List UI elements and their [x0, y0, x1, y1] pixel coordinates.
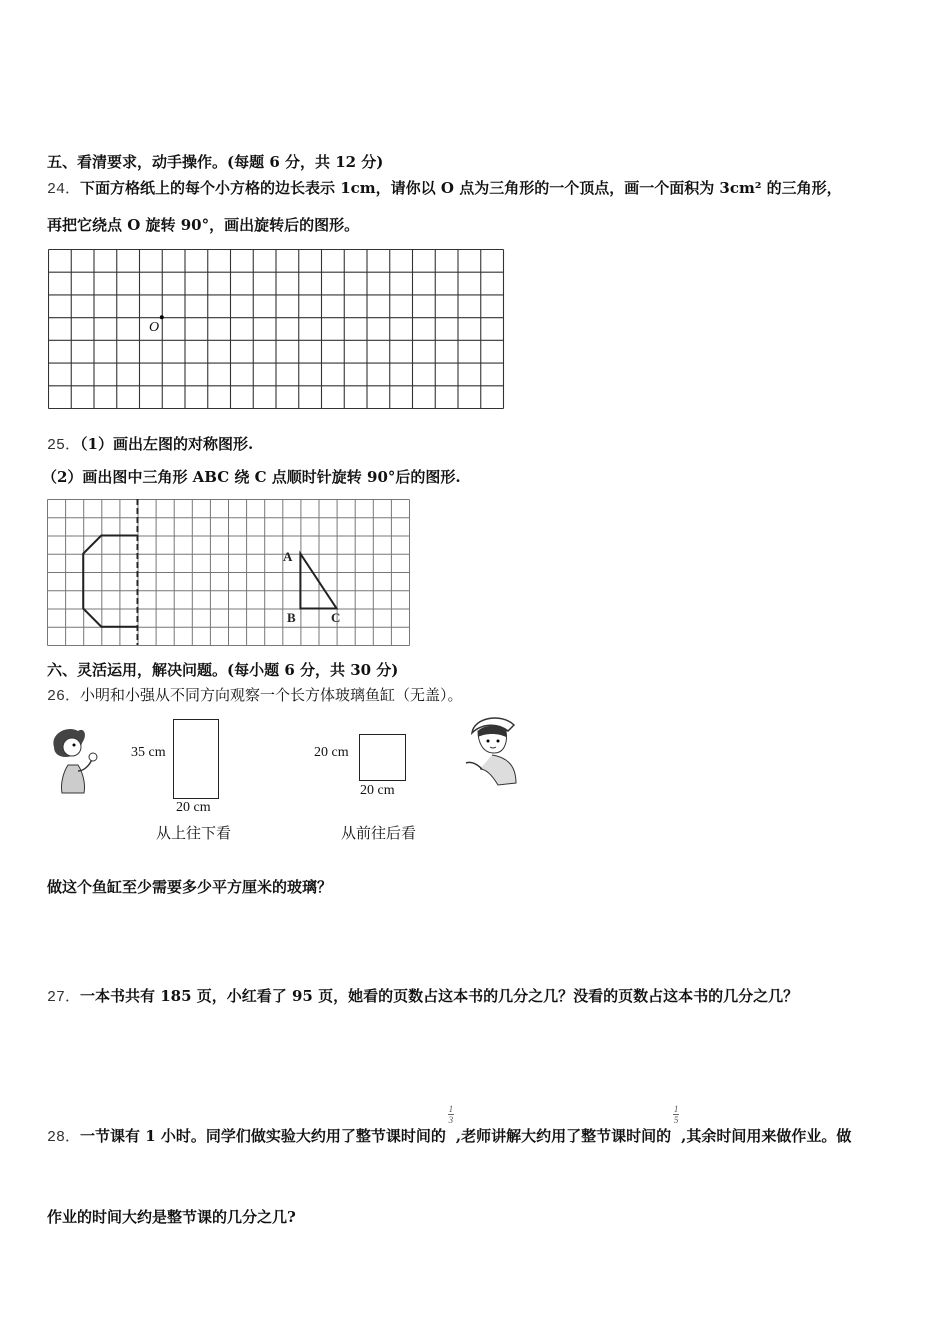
q25-grid	[47, 499, 411, 647]
q26-line	[47, 684, 463, 705]
q27-text: 一本书共有 185 页，小红看了 95 页，她看的页数占这本书的几分之几？没看的页数占这本书的几分之几？	[80, 987, 799, 1005]
view1-rectangle	[173, 719, 219, 799]
view2-width-label: 20 cm	[360, 783, 395, 798]
view1-width-label: 20 cm	[176, 800, 211, 815]
q26-text: 小明和小强从不同方向观察一个长方体玻璃鱼缸（无盖）。	[80, 686, 463, 704]
view1-caption: 从上往下看	[156, 824, 232, 842]
q25-line1	[47, 433, 253, 454]
q26-question: 做这个鱼缸至少需要多少平方厘米的玻璃？	[47, 878, 333, 896]
q27-line	[47, 985, 798, 1006]
q28-line1	[47, 1104, 852, 1146]
view1-height-label: 35 cm	[131, 745, 166, 760]
q28-number: 28．	[47, 1129, 81, 1146]
frac2-numerator: 1	[673, 1104, 679, 1114]
label-a: A	[283, 549, 293, 564]
label-c: C	[331, 610, 341, 625]
point-o-label: O	[149, 320, 160, 335]
q25-part1: （1）画出左图的对称图形.	[80, 435, 254, 453]
view2-caption: 从前往后看	[341, 824, 417, 842]
q28-text-line2: 作业的时间大约是整节课的几分之几?	[47, 1208, 296, 1226]
q28-text-a: 一节课有 1 小时。同学们做实验大约用了整节课时间的	[80, 1127, 446, 1145]
half-shape	[83, 536, 137, 627]
q24-text-line1: 下面方格纸上的每个小方格的边长表示 1cm，请你以 O 点为三角形的一个顶点，画一个面积为 3cm² 的三角形，	[80, 179, 842, 197]
view2-height-label: 20 cm	[314, 745, 349, 760]
q24-text-line2: 再把它绕点 O 旋转 90°，画出旋转后的图形。	[47, 216, 360, 234]
label-b: B	[287, 610, 296, 625]
view2-square	[359, 734, 406, 781]
frac1-denominator: 3	[448, 1115, 454, 1125]
q25-number: 25．	[47, 437, 81, 454]
boy-xiaoqiang-illustration	[462, 713, 526, 791]
q24-number: 24．	[47, 181, 81, 198]
q25-part2: （2）画出图中三角形 ABC 绕 C 点顺时针旋转 90°后的图形.	[42, 468, 461, 486]
q28-text-b: ,老师讲解大约用了整节课时间的	[455, 1127, 672, 1145]
q24-grid	[48, 249, 505, 410]
fraction-one-fifth	[671, 1104, 681, 1141]
section-5-title: 五、看清要求，动手操作。(每题 6 分，共 12 分)	[47, 153, 384, 171]
q24-line1	[47, 177, 842, 198]
section-6-title: 六、灵活运用，解决问题。(每小题 6 分，共 30 分)	[47, 661, 399, 679]
point-o	[160, 315, 164, 319]
boy-xiaoming-illustration	[46, 725, 106, 800]
fraction-one-third	[446, 1104, 456, 1141]
q27-number: 27．	[47, 989, 81, 1006]
frac1-numerator: 1	[448, 1104, 454, 1114]
q26-number: 26．	[47, 688, 81, 705]
q28-text-c: ,其余时间用来做作业。做	[681, 1127, 852, 1145]
frac2-denominator: 5	[673, 1115, 679, 1125]
